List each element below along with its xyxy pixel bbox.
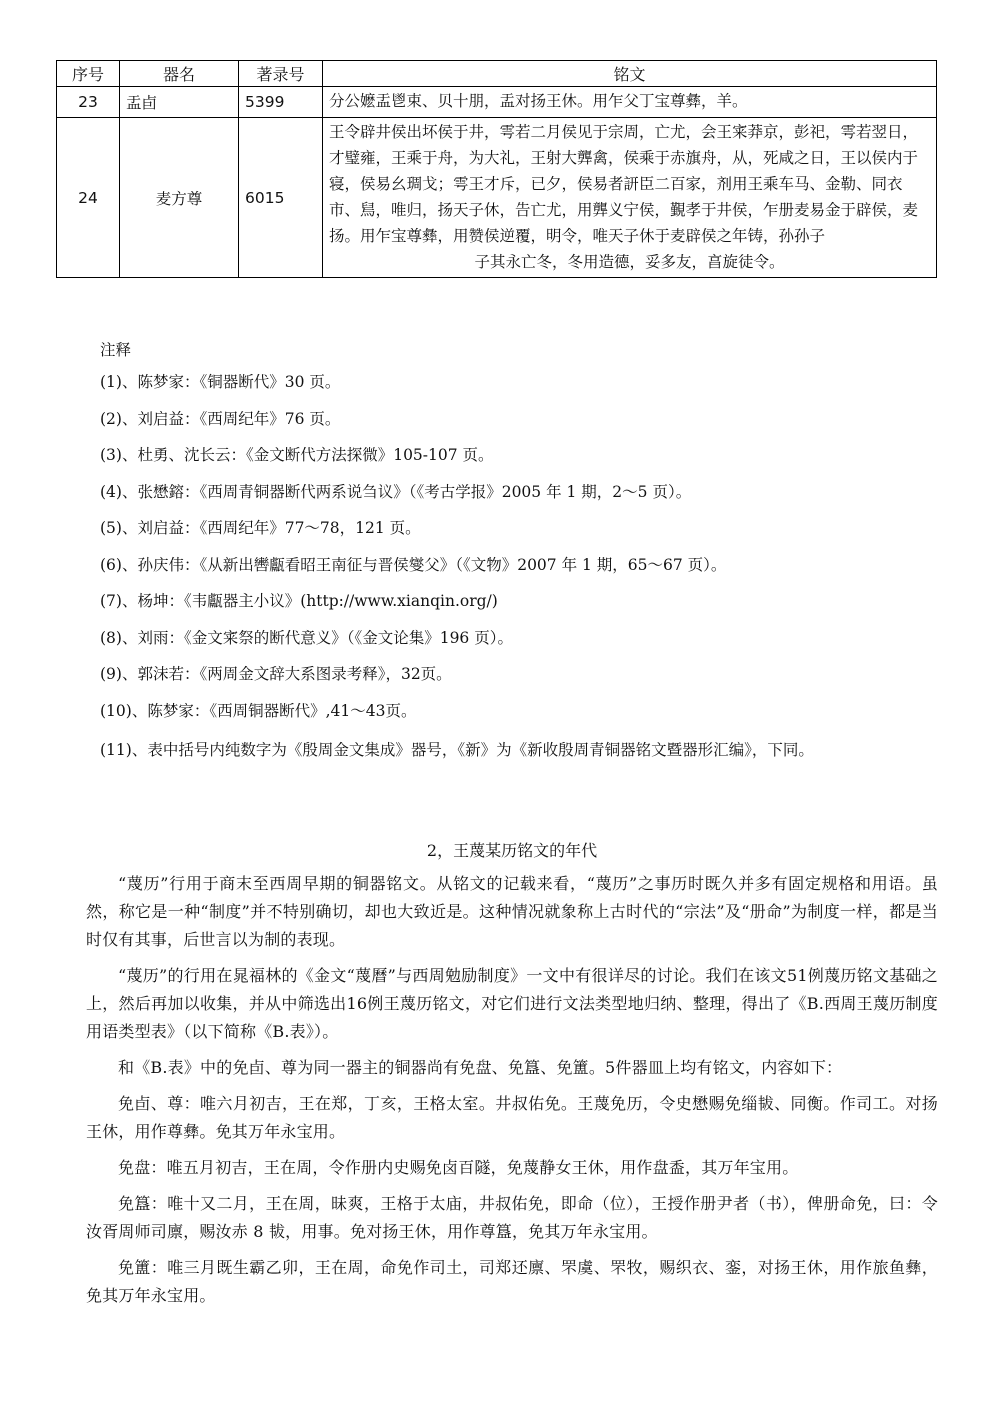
note-item: (11)、表中括号内纯数字为《殷周金文集成》器号，《新》为《新收殷周青铜器铭文暨器形汇编》，下同。 xyxy=(100,741,814,759)
row-name: 麦方尊 xyxy=(120,118,239,278)
body-paragraph: “蔑历”的行用在晁福林的《金文“蔑曆”与西周勉励制度》一文中有很详尽的讨论。我们在该文51例蔑历铭文基础之上，然后再加以收集，并从中筛选出16例王蔑历铭文，对它们进行文法类型地归纳、整理，得出了《B.西周王蔑历制度用语类型表》（以下简称《B.表》）。 xyxy=(86,966,938,1041)
row-name: 盂卣 xyxy=(120,87,239,118)
note-item: (8)、刘雨：《金文宷祭的断代意义》（《金文论集》196 页）。 xyxy=(100,628,513,647)
row-no: 23 xyxy=(57,87,120,118)
note-item: (3)、杜勇、沈长云：《金文断代方法探微》105-107 页。 xyxy=(100,446,494,464)
note-item: (2)、刘启益：《西周纪年》76 页。 xyxy=(100,409,341,428)
header-text: 铭文 xyxy=(323,61,937,87)
table-header-row xyxy=(57,61,937,87)
inscription-table xyxy=(56,60,937,278)
body-paragraph: 免簠：唯三月既生霸乙卯，王在周，命免作司土，司郑还廪、罘虞、罘牧，赐织衣、銮，对扬王休，用作旅鱼彝，免其万年永宝用。 xyxy=(86,1258,938,1305)
inscription-body: 王令辟井侯出坏侯于井，雩若二月侯见于宗周，亡尤，会王宷莽京，彭祀，雩若翌日，才璧雍，王乘于舟，为大礼，王射大龏禽，侯乘于赤旗舟，从，死咸之日，王以侯内于寝，侯易幺琱戈；雩王才斥，已夕，侯易者訮臣二百家，剂用王乘车马、金勒、同衣市、舃，唯归，扬天子休，告亡尤，用龏义宁侯，覲孝于井侯，乍册麦易金于辟侯，麦扬。用乍宝尊彝，用赞侯逆覆，明令，唯天子休于麦辟侯之年铸，孙孙子 xyxy=(329,123,919,245)
note-item: (5)、刘启益：《西周纪年》77～78，121 页。 xyxy=(100,519,421,537)
note-item: (6)、孙庆伟：《从新出轡甗看昭王南征与晋侯燮父》（《文物》2007 年 1 期，65～67 页）。 xyxy=(100,555,727,574)
row-inscription xyxy=(323,118,937,278)
notes-section xyxy=(100,338,940,763)
body-paragraph: “蔑历”行用于商末至西周早期的铜器铭文。从铭文的记载来看，“蔑历”之事历时既久并多有固定规格和用语。虽然，称它是一种“制度”并不特别确切，却也大致近是。这种情况就象称上古时代的“宗法”及“册命”为制度一样，都是当时仅有其事，后世言以为制的表现。 xyxy=(86,874,938,949)
row-inscription: 分公嬷盂鬯束、贝十朋，盂对扬王休。用乍父丁宝尊彝，羊。 xyxy=(323,87,937,118)
note-item: (9)、郭沫若：《两周金文辞大系图录考释》，32页。 xyxy=(100,665,452,683)
inscription-last-line: 子其永亡冬，冬用造德，妥多友，亯旋徒令。 xyxy=(474,252,785,271)
header-no: 序号 xyxy=(57,61,120,87)
section-title: 2，王蔑某历铭文的年代 xyxy=(426,841,598,860)
table-row xyxy=(57,87,937,118)
body-paragraph: 免卣、尊：唯六月初吉，王在郑，丁亥，王格太室。井叔佑免。王蔑免历，令史懋赐免缁韨、同衡。作司工。对扬王休，用作尊彝。免其万年永宝用。 xyxy=(86,1094,938,1141)
header-ref: 著录号 xyxy=(239,61,323,87)
row-ref: 5399 xyxy=(239,87,323,118)
notes-title: 注释 xyxy=(100,341,132,359)
row-ref: 6015 xyxy=(239,118,323,278)
header-name: 器名 xyxy=(120,61,239,87)
table-row xyxy=(57,118,937,278)
body-paragraph: 和《B.表》中的免卣、尊为同一器主的铜器尚有免盘、免簋、免簠。5件器皿上均有铭文，内容如下： xyxy=(118,1058,843,1077)
note-item: (7)、杨坤：《韦甗器主小议》(http://www.xianqin.org/) xyxy=(100,592,498,610)
note-item: (1)、陈梦家：《铜器断代》30 页。 xyxy=(100,373,341,391)
note-item: (4)、张懋鎔：《西周青铜器断代两系说刍议》（《考古学报》2005 年 1 期，2～5 页）。 xyxy=(100,482,692,501)
body-section xyxy=(86,838,938,1318)
body-paragraph: 免盘：唯五月初吉，王在周，令作册内史赐免卤百隧，免蔑静女王休，用作盘盉，其万年宝用。 xyxy=(118,1158,799,1177)
note-item: (10)、陈梦家：《西周铜器断代》,41～43页。 xyxy=(100,701,417,720)
inscription-table-container xyxy=(56,60,937,278)
row-no: 24 xyxy=(57,118,120,278)
body-paragraph: 免簋：唯十又二月，王在周，昧爽，王格于太庙，井叔佑免，即命（位），王授作册尹者（书），俾册命免，曰：令汝胥周师司廪，赐汝赤 8 韨，用事。免对扬王休，用作尊簋，免其万年永宝用。 xyxy=(86,1194,938,1241)
